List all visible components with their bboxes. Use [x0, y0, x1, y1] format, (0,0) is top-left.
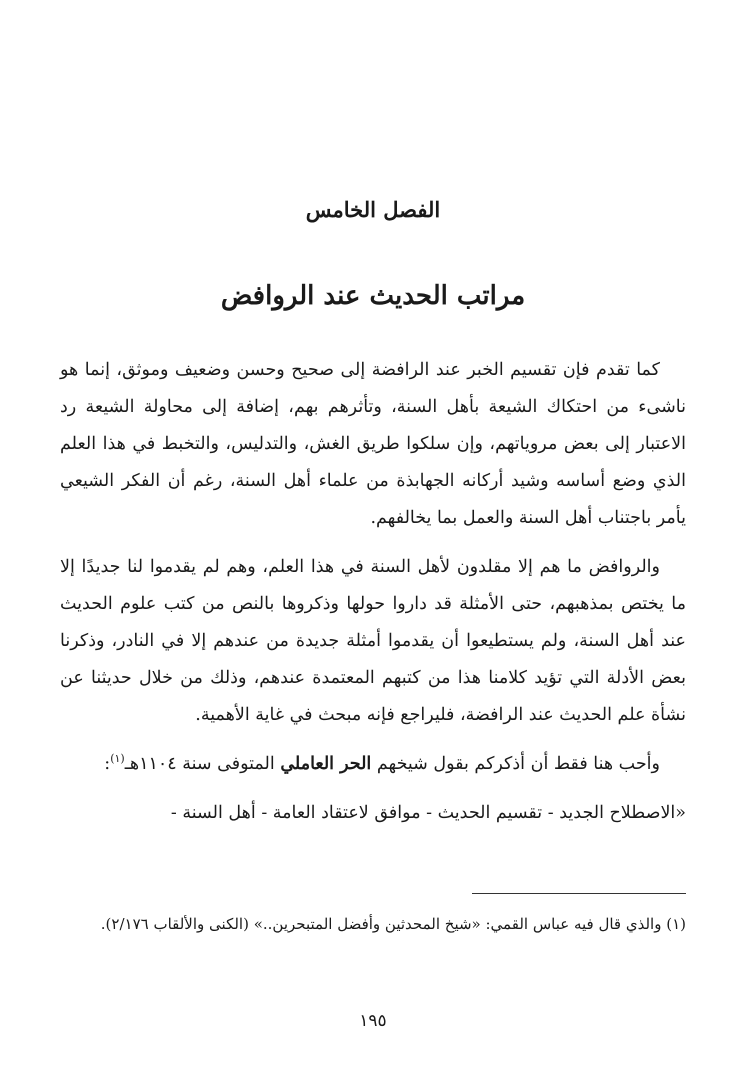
footnote-divider	[472, 893, 686, 894]
scholar-name: الحر العاملي	[280, 754, 372, 774]
quote-line: «الاصطلاح الجديد - تقسيم الحديث - موافق لاعتقاد العامة - أهل السنة -	[170, 803, 686, 823]
paragraph-2: والروافض ما هم إلا مقلدون لأهل السنة في هذا العلم، وهم لم يقدموا لنا جديدًا إلا ما يختص بمذهبهم، حتى الأمثلة قد داروا حولها وذكروها بالنص من كتب علوم الحديث عند أهل السنة، ولم يستطيعوا أن يقدموا أمثلة جديدة من عندهم إلا في النادر، وذكرنا بعض الأدلة التي تؤيد كلامنا هذا من كتبهم المعتمدة عندهم، وذلك من خلال حديثنا عن نشأة علم الحديث عند الرافضة، فليراجع فإنه مبحث في غاية الأهمية.	[60, 557, 686, 725]
paragraph-3-date: المتوفى سنة ١١٠٤هـ	[124, 754, 275, 774]
paragraph-3-end: :	[104, 754, 111, 774]
footnote: (١) والذي قال فيه عباس القمي: «شيخ المحدثين وأفضل المتبحرين..» (الكنى والألقاب ٢/١٧٦).	[100, 915, 686, 933]
page-number: ١٩٥	[359, 1011, 387, 1031]
paragraph-3-start: وأحب هنا فقط أن أذكركم بقول شيخهم	[376, 754, 660, 774]
body-text	[60, 352, 686, 832]
paragraph-1: كما تقدم فإن تقسيم الخبر عند الرافضة إلى صحيح وحسن وضعيف وموثق، إنما هو ناشىء من احتكاك الشيعة بأهل السنة، وتأثرهم بهم، إضافة إلى محاولة الشيعة رد الاعتبار إلى بعض مروياتهم، وإن سلكوا طريق الغش، والتدليس، والتخبط في هذا العلم الذي وضع أساسه وشيد أركانه الجهابذة من علماء أهل السنة، رغم أن الفكر الشيعي يأمر باجتناب أهل السنة والعمل بما يخالفهم.	[60, 360, 686, 528]
footnote-reference[interactable]: (١)	[110, 752, 125, 766]
paragraph-3	[60, 746, 686, 783]
chapter-label: الفصل الخامس	[305, 197, 441, 222]
chapter-title: مراتب الحديث عند الروافض	[220, 281, 526, 311]
